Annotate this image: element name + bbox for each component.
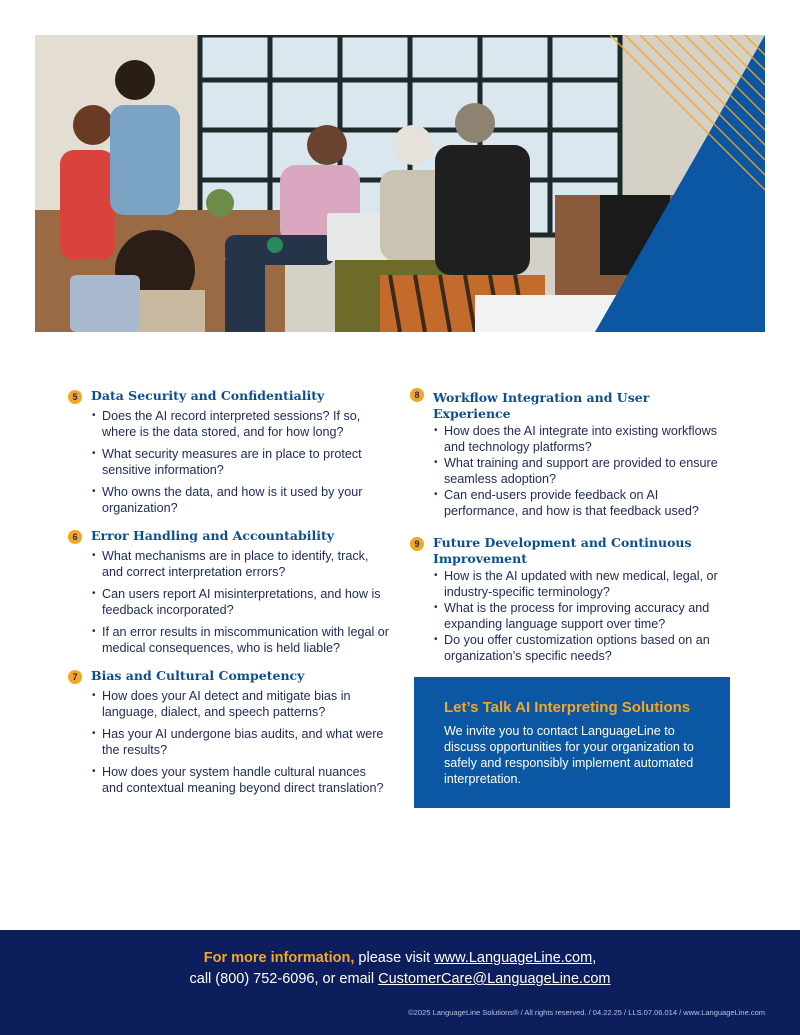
section-title: Bias and Cultural Competency: [91, 668, 305, 683]
section-number-badge: 5: [68, 390, 82, 404]
section-header: [68, 528, 390, 544]
question-list: [410, 423, 730, 519]
section-title: Data Security and Confidentiality: [91, 388, 325, 403]
right-column: [410, 388, 730, 664]
question-item: • Do you offer customization options based on an organization’s specific needs?: [434, 632, 730, 664]
question-item: • What training and support are provided to ensure seamless adoption?: [434, 455, 730, 487]
left-column: [68, 388, 390, 802]
question-list: [68, 408, 390, 516]
question-item: • Has your AI undergone bias audits, and what were the results?: [92, 726, 390, 758]
section-error-handling: [68, 528, 390, 656]
question-item: • How does your system handle cultural nuances and contextual meaning beyond direct translation?: [92, 764, 390, 796]
footer-contact-line-2: [0, 970, 800, 988]
copyright-text: ©2025 LanguageLine Solutions® / All rights reserved. / 04.22.25 / LLS.07.06.014 / www.LanguageLine.com: [408, 1008, 765, 1017]
footer-phone-text: call (800) 752-6096, or email: [189, 971, 379, 987]
section-bias: [68, 668, 390, 796]
question-item: • How is the AI updated with new medical, legal, or industry-specific terminology?: [434, 568, 730, 600]
section-future-development: [410, 535, 730, 664]
cta-title: Let’s Talk AI Interpreting Solutions: [444, 699, 691, 716]
section-number-badge: 6: [68, 530, 82, 544]
question-item: • Can users report AI misinterpretations, and how is feedback incorporated?: [92, 586, 390, 618]
section-title: Error Handling and Accountability: [91, 528, 334, 543]
question-list: [410, 568, 730, 664]
section-title: Future Development and Continuous Improvement: [433, 535, 692, 566]
question-item: • If an error results in miscommunication with legal or medical consequences, who is held liable?: [92, 624, 390, 656]
section-header: [68, 388, 390, 404]
section-header: [410, 388, 730, 422]
question-item: • How does the AI integrate into existing workflows and technology platforms?: [434, 423, 730, 455]
section-title: Workflow Integration and User Experience: [433, 390, 650, 421]
question-item: • Does the AI record interpreted sessions? If so, where is the data stored, and for how long?: [92, 408, 390, 440]
footer-contact-line-1: [0, 949, 800, 967]
footer-visit-text: please visit: [354, 950, 435, 966]
hero-photo: [35, 35, 765, 332]
section-number-badge: 8: [410, 388, 424, 402]
question-item: • What mechanisms are in place to identify, track, and correct interpretation errors?: [92, 548, 390, 580]
section-header: [410, 535, 730, 567]
email-link[interactable]: CustomerCare@LanguageLine.com: [378, 971, 611, 987]
section-number-badge: 9: [410, 537, 424, 551]
question-item: • What security measures are in place to protect sensitive information?: [92, 446, 390, 478]
section-data-security: [68, 388, 390, 516]
question-item: • Who owns the data, and how is it used by your organization?: [92, 484, 390, 516]
question-list: [68, 688, 390, 796]
section-number-badge: 7: [68, 670, 82, 684]
question-item: • What is the process for improving accuracy and expanding language support over time?: [434, 600, 730, 632]
question-list: [68, 548, 390, 656]
question-item: • Can end-users provide feedback on AI performance, and how is that feedback used?: [434, 487, 730, 519]
website-link[interactable]: www.LanguageLine.com: [434, 950, 593, 966]
footer-comma: ,: [592, 950, 597, 966]
footer: [0, 930, 800, 1035]
footer-lead: For more information,: [203, 950, 355, 966]
cta-box: [414, 677, 730, 808]
team-meeting-photo: [35, 35, 765, 332]
cta-body: We invite you to contact LanguageLine to discuss opportunities for your organization to safely and responsibly implement automated interpretation.: [444, 724, 694, 786]
section-workflow: [410, 388, 730, 519]
section-header: [68, 668, 390, 684]
question-item: • How does your AI detect and mitigate bias in language, dialect, and speech patterns?: [92, 688, 390, 720]
